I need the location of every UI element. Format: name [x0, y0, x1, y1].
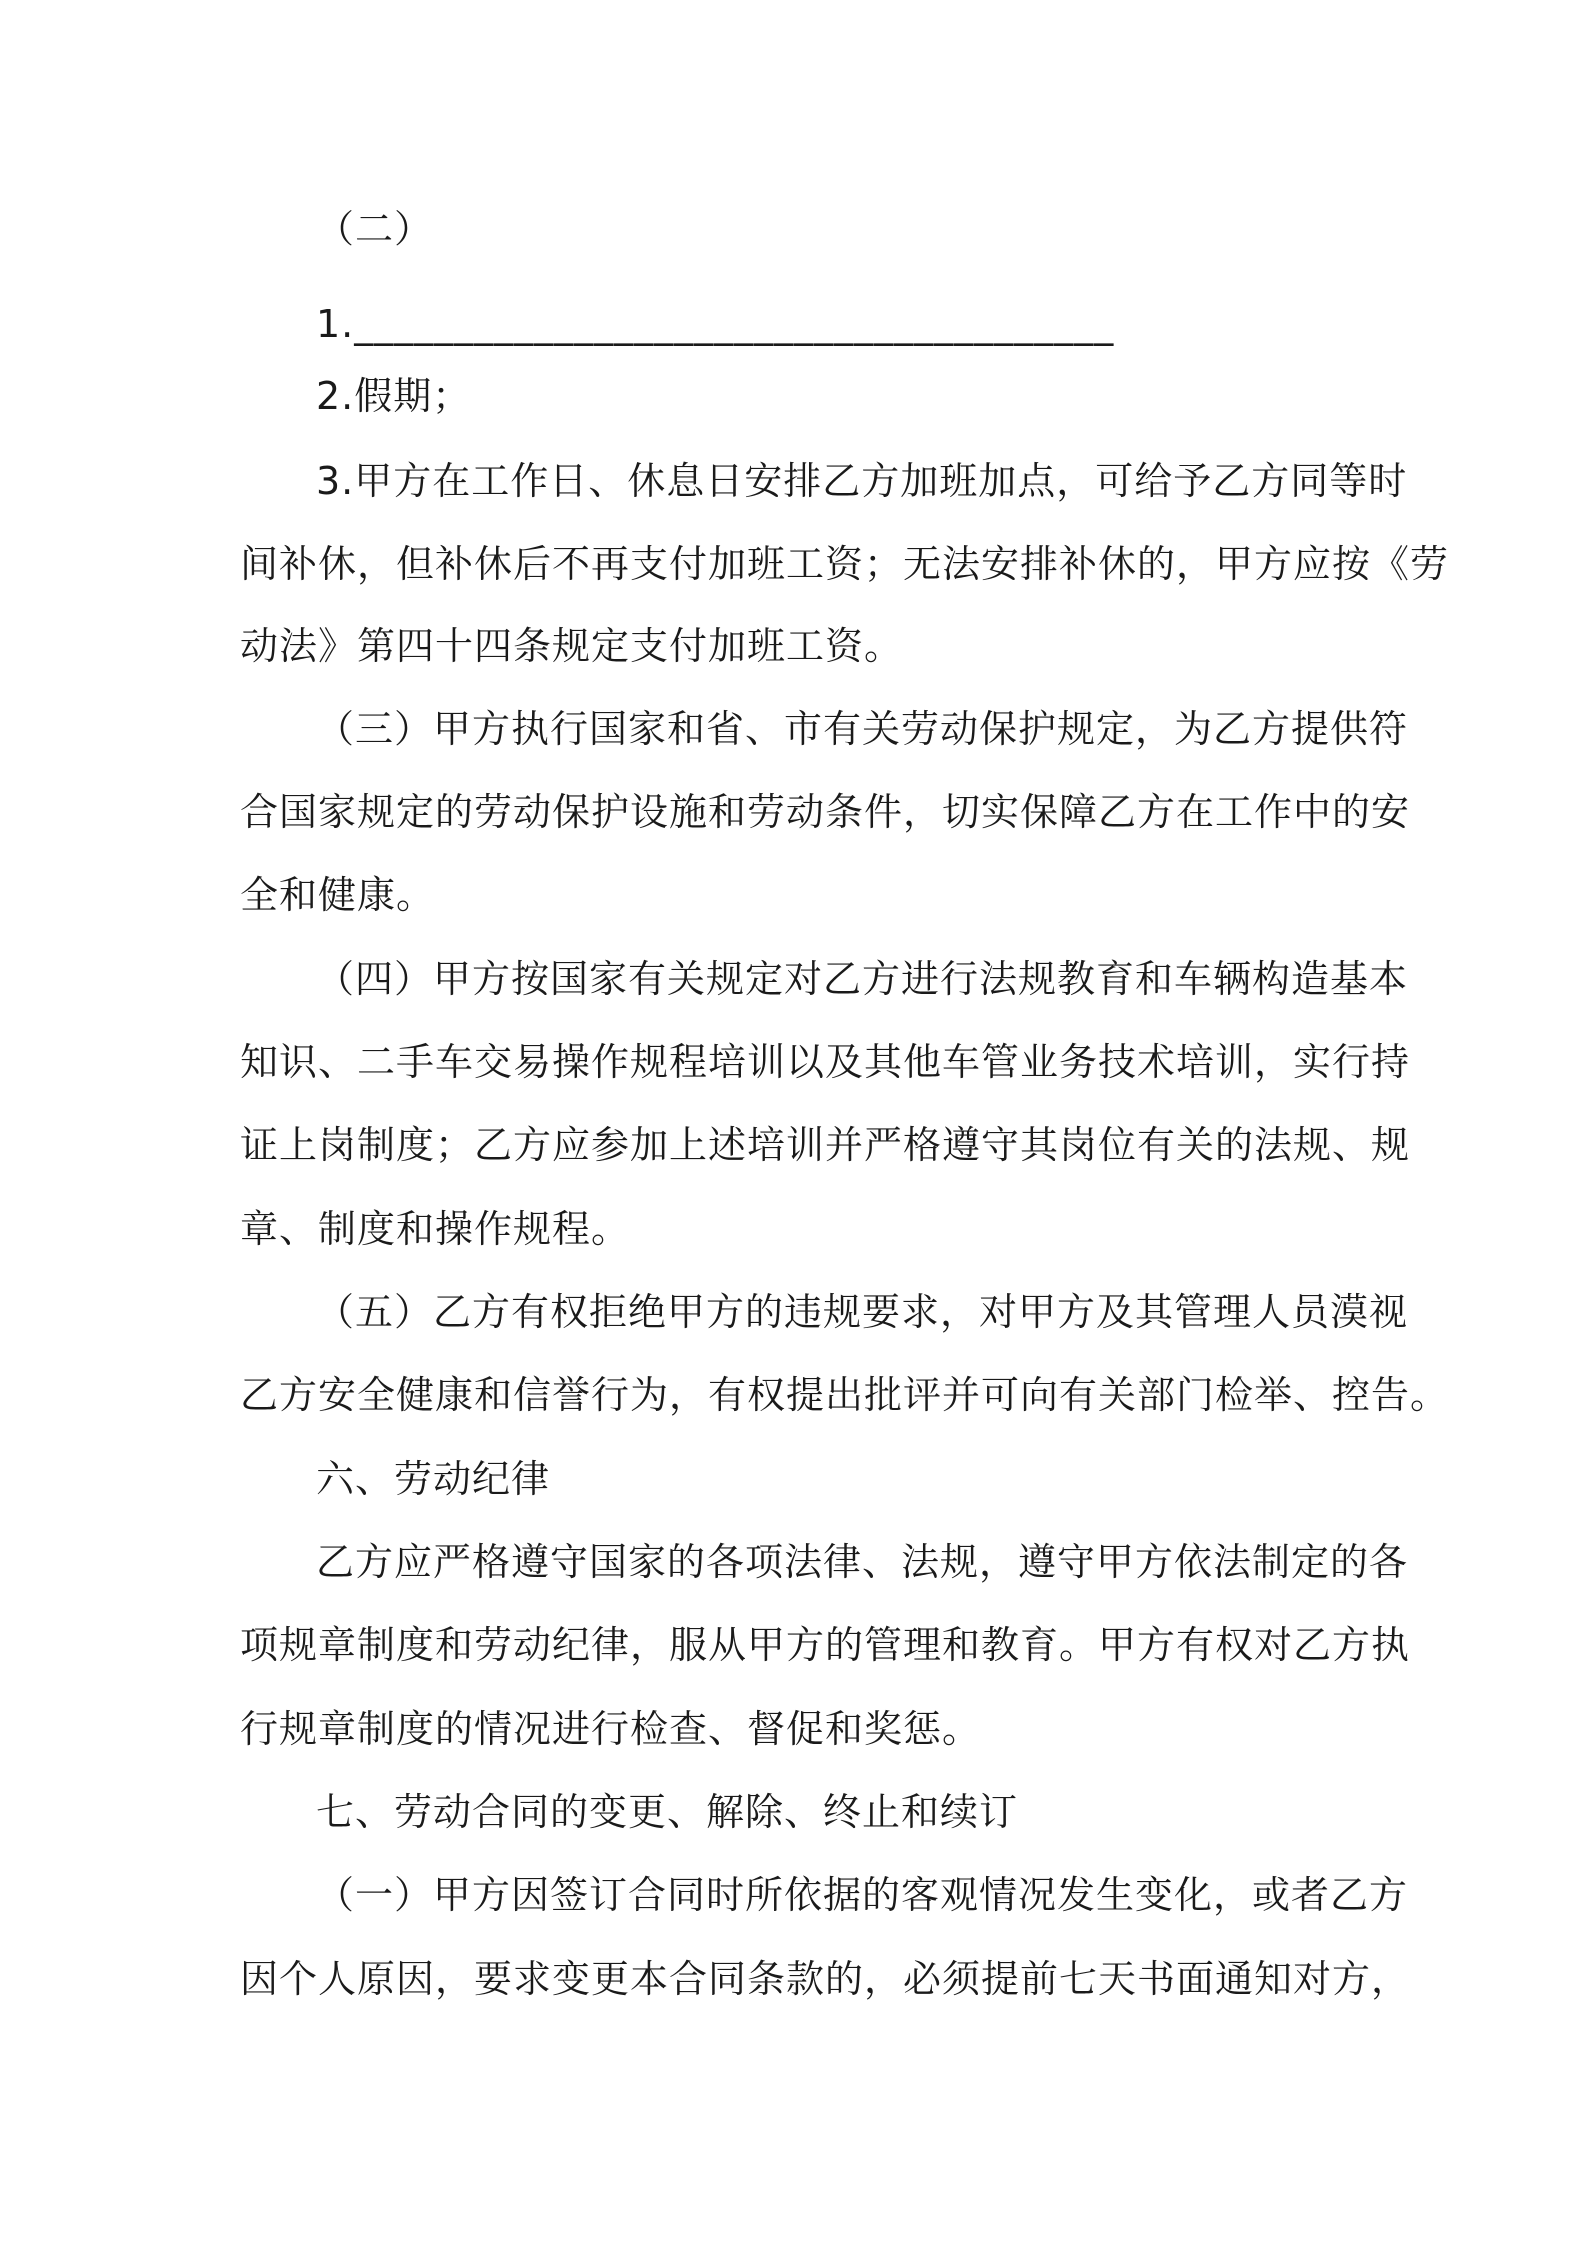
chapter-7-heading: 七、劳动合同的变更、解除、终止和续订	[316, 1790, 1019, 1834]
section-4-line-1: （四）甲方按国家有关规定对乙方进行法规教育和车辆构造基本	[316, 957, 1409, 1001]
section-3-line-2: 合国家规定的劳动保护设施和劳动条件，切实保障乙方在工作中的安	[240, 790, 1411, 834]
section-5-line-1: （五）乙方有权拒绝甲方的违规要求，对甲方及其管理人员漠视	[316, 1290, 1409, 1334]
chapter-7-section-1-line-1: （一）甲方因签订合同时所依据的客观情况发生变化，或者乙方	[316, 1873, 1409, 1917]
chapter-6-heading: 六、劳动纪律	[316, 1457, 551, 1501]
item-1-blank: 1.______________________________________	[316, 302, 1115, 346]
chapter-7-section-1-line-2: 因个人原因，要求变更本合同条款的，必须提前七天书面通知对方，	[240, 1957, 1411, 2001]
chapter-6-line-3: 行规章制度的情况进行检查、督促和奖惩。	[240, 1707, 982, 1751]
section-4-line-4: 章、制度和操作规程。	[240, 1207, 631, 1251]
section-3-line-3: 全和健康。	[240, 873, 436, 917]
section-3-line-1: （三）甲方执行国家和省、市有关劳动保护规定，为乙方提供符	[316, 707, 1409, 751]
item-2: 2.假期；	[316, 374, 472, 418]
chapter-6-line-2: 项规章制度和劳动纪律，服从甲方的管理和教育。甲方有权对乙方执	[240, 1623, 1411, 1667]
item-3-line-2: 间补休，但补休后不再支付加班工资；无法安排补休的，甲方应按《劳	[240, 542, 1450, 586]
chapter-6-line-1: 乙方应严格遵守国家的各项法律、法规，遵守甲方依法制定的各	[316, 1540, 1409, 1584]
section-heading-2: （二）	[316, 207, 434, 251]
section-4-line-2: 知识、二手车交易操作规程培训以及其他车管业务技术培训，实行持	[240, 1040, 1411, 1084]
section-5-line-2: 乙方安全健康和信誉行为，有权提出批评并可向有关部门检举、控告。	[240, 1373, 1450, 1417]
item-3-line-1: 3.甲方在工作日、休息日安排乙方加班加点，可给予乙方同等时	[316, 459, 1408, 503]
item-3-line-3: 动法》第四十四条规定支付加班工资。	[240, 624, 904, 668]
section-4-line-3: 证上岗制度；乙方应参加上述培训并严格遵守其岗位有关的法规、规	[240, 1123, 1411, 1167]
